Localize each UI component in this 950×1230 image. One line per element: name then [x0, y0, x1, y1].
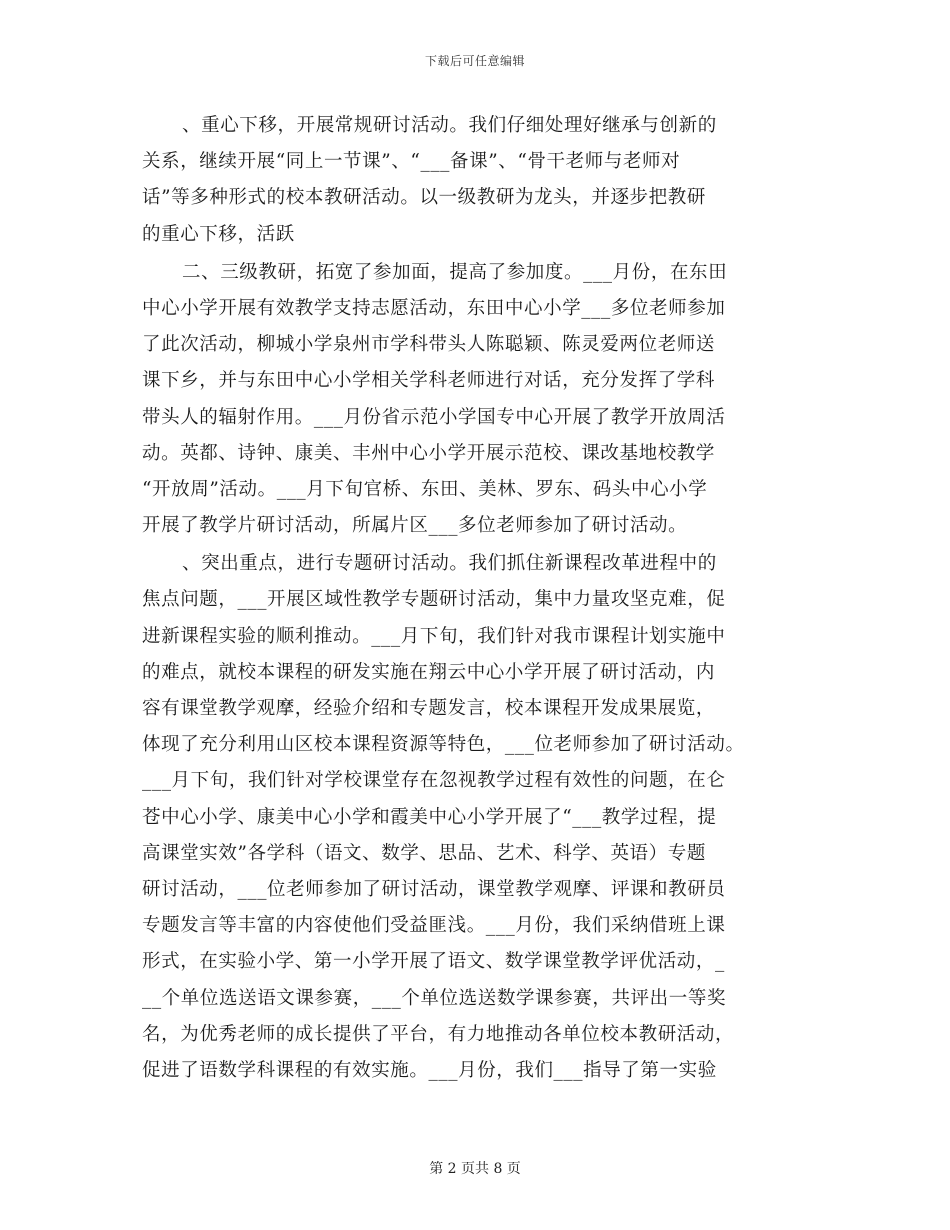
text-line: 动。英都、诗钟、康美、丰州中心小学开展示范校、课改基地校教学 — [142, 442, 716, 464]
text-line: 话”等多种形式的校本教研活动。以一级教研为龙头，并逐步把教研 — [142, 187, 706, 209]
text-line: 的重心下移，活跃 — [142, 223, 295, 245]
text-line: 开展了教学片研讨活动，所属片区___多位老师参加了研讨活动。 — [142, 515, 688, 537]
text-line: 容有课堂教学观摩，经验介绍和专题发言，校本课程开发成果展览， — [142, 698, 716, 719]
text-line: 焦点问题，___开展区域性教学专题研讨活动，集中力量攻坚克难，促 — [142, 589, 726, 611]
text-line: 形式，在实验小学、第一小学开展了语文、数学课堂教学评优活动，_ — [142, 951, 725, 973]
text-line: 研讨活动，___位老师参加了研讨活动，课堂教学观摩、评课和教研员 — [142, 878, 726, 900]
text-line: 高课堂实效”各学科（语文、数学、思品、艺术、科学、英语）专题 — [142, 842, 706, 864]
text-line: 名，为优秀老师的成长提供了平台，有力地推动各单位校本教研活动， — [142, 1023, 735, 1045]
text-line: 的难点，就校本课程的研发实施在翔云中心小学开展了研讨活动，内 — [142, 661, 716, 683]
text-line: “开放周”活动。___月下旬官桥、东田、美林、罗东、码头中心小学 — [142, 478, 708, 500]
text-line: 苍中心小学、康美中心小学和霞美中心小学开展了“___教学过程，提 — [142, 806, 717, 828]
text-line: 促进了语数学科课程的有效实施。___月份，我们___指导了第一实验 — [142, 1059, 717, 1081]
text-line: 中心小学开展有效教学支持志愿活动，东田中心小学___多位老师参加 — [142, 297, 726, 319]
text-line: 关系，继续开展“同上一节课”、“___备课”、“骨干老师与老师对 — [142, 151, 681, 173]
text-line: 课下乡，并与东田中心小学相关学科老师进行对话，充分发挥了学科 — [142, 370, 716, 392]
text-line: 专题发言等丰富的内容使他们受益匪浅。___月份，我们采纳借班上课 — [142, 915, 726, 937]
text-line: 了此次活动，柳城小学泉州市学科带头人陈聪颖、陈灵爱两位老师送 — [142, 334, 716, 356]
text-line: 体现了充分利用山区校本课程资源等特色，___位老师参加了研讨活动。 — [142, 734, 745, 756]
document-body — [142, 108, 822, 1089]
page-header: 下载后可任意编辑 — [424, 54, 525, 68]
text-line: 进新课程实验的顺利推动。___月下旬，我们针对我市课程计划实施中 — [142, 625, 726, 647]
text-line: ___月下旬，我们针对学校课堂存在忽视教学过程有效性的问题，在仑 — [142, 770, 726, 792]
text-line: 、突出重点，进行专题研讨活动。我们抓住新课程改革进程中的 — [182, 553, 717, 575]
text-line: 、重心下移，开展常规研讨活动。我们仔细处理好继承与创新的 — [182, 115, 717, 136]
text-line: 带头人的辐射作用。___月份省示范小学国专中心开展了教学开放周活 — [142, 406, 726, 428]
text-line: 二、三级教研，拓宽了参加面，提高了参加度。___月份，在东田 — [182, 261, 728, 283]
page-footer: 第 2 页共 8 页 — [429, 1161, 521, 1177]
text-line: __个单位选送语文课参赛，___个单位选送数学课参赛，共评出一等奖 — [142, 987, 727, 1009]
